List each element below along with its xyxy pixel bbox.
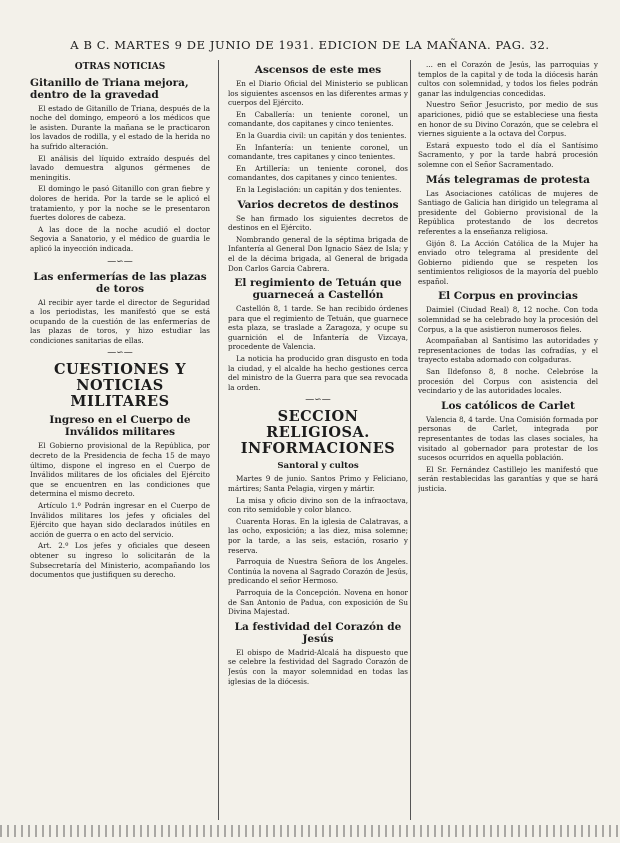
paragraph: Estará expuesto todo el día el Santísimo Sacramento, y por la tarde habrá procesión solemne con el Señor Sacramentado.: [418, 140, 598, 169]
separator: —∽—: [107, 348, 133, 359]
column-rule: [218, 60, 219, 820]
paragraph: Se han firmado los siguientes decretos de destinos en el Ejército.: [228, 213, 408, 233]
paragraph: Parroquia de la Concepción. Novena en honor de San Antonio de Padua, con exposición de Su Divina Majestad.: [228, 587, 408, 617]
paragraph: Parroquia de Nuestra Señora de los Angeles. Continúa la novena al Sagrado Corazón de Jesús, predicando el señor Hermoso.: [228, 557, 408, 586]
paragraph: En la Guardia civil: un capitán y dos tenientes.: [236, 130, 407, 140]
article-title: Gitanillo de Triana mejora, dentro de la gravedad: [30, 76, 189, 101]
paragraph: El Gobierno provisional de la República, por decreto de la Presidencia de fecha 15 de mayo último, dispone el ingreso en el Cuerpo de Inválidos militares de los oficiales del Ejército que se encuentren en las condiciones que determina el mismo decreto.: [30, 441, 210, 499]
paragraph: La noticia ha producido gran disgusto en toda la ciudad, y el alcalde ha hecho gestiones cerca del ministro de la Guerra para que sea revocada la orden.: [228, 354, 408, 392]
paragraph: Nuestro Señor Jesucristo, por medio de sus apariciones, pidió que se estableciese una fiesta en honor de su Divino Corazón, que se celebra el viernes siguiente a la octava del Corpus.: [418, 100, 598, 139]
paragraph: Art. 2.º Los jefes y oficiales que deseen obtener su ingreso lo solicitarán de la Subsecretaría del Ministerio, acompañando los documentos que justifiquen su derecho.: [30, 541, 210, 580]
column-rule: [410, 60, 411, 820]
paragraph: San Ildefonso 8, 8 noche. Celebróse la procesión del Corpus con asistencia del vecindario y de las autoridades locales.: [418, 367, 598, 396]
article-title: Los católicos de Carlet: [441, 399, 575, 412]
paragraph: En la Legislación: un capitán y dos tenientes.: [236, 184, 402, 194]
paragraph: Al recibir ayer tarde el director de Seguridad a los periodistas, les manifestó que se está ocupando de la cuestión de las enfermerías de las plazas de toros, y hizo estudiar las condiciones sanitarias de ellas.: [30, 297, 210, 345]
article-title: Ascensos de este mes: [254, 64, 382, 76]
article-title: Las enfermerías de las plazas de toros: [33, 270, 207, 295]
article-title: Santoral y cultos: [277, 461, 359, 472]
column-1: [30, 60, 210, 830]
article-title: Varios decretos de destinos: [237, 198, 399, 211]
column-2: [228, 60, 408, 830]
paragraph: En Infantería: un teniente coronel, un comandante, tres capitanes y cinco tenientes.: [228, 142, 408, 162]
paragraph: La misa y oficio divino son de la infraoctava, con rito semidoble y color blanco.: [228, 495, 408, 515]
paragraph: Castellón 8, 1 tarde. Se han recibido órdenes para que el regimiento de Tetuán, que guarnece esta plaza, se traslade a Zaragoza, y ocupe su guarnición el de Infantería de Vizcaya, procedente de Valencia.: [228, 304, 408, 352]
paragraph: Las Asociaciones católicas de mujeres de Santiago de Galicia han dirigido un telegrama al presidente del Gobierno provisional de la República protestando de los decretos referentes a la enseñanza religiosa.: [418, 188, 598, 236]
paragraph: El obispo de Madrid-Alcalá ha dispuesto que se celebre la festividad del Sagrado Corazón de Jesús con la mayor solemnidad en todas las iglesias de la diócesis.: [228, 647, 408, 686]
article-body: [30, 104, 210, 254]
paragraph: Valencia 8, 4 tarde. Una Comisión formada por personas de Carlet, integrada por representantes de todas las clases sociales, ha visitado al gobernador para protestar de los sucesos ocurridos en aquella población.: [418, 414, 598, 463]
page-header: A B C. MARTES 9 DE JUNIO DE 1931. EDICION DE LA MAÑANA. PAG. 32.: [70, 38, 550, 52]
paragraph: Nombrando general de la séptima brigada de Infantería al General Don Ignacio Sáez de Isla; y el de la décima brigada, al General de brigada Don Carlos Garcia Cabrera.: [228, 234, 408, 273]
paragraph: Cuarenta Horas. En la iglesia de Calatravas, a las ocho, exposición; a las diez, misa solemne; por la tarde, a las seis, estación, rosario y reserva.: [228, 516, 408, 555]
paragraph: En Artillería: un teniente coronel, dos comandantes, dos capitanes y cinco tenientes.: [228, 163, 408, 183]
paragraph: Gijón 8. La Acción Católica de la Mujer ha enviado otro telegrama al presidente del Gobierno pidiendo que se respeten los sentimientos religiosos de la mayoría del pueblo español.: [418, 238, 598, 286]
paragraph: En el Diario Oficial del Ministerio se publican los siguientes ascensos en las diferentes armas y cuerpos del Ejército.: [228, 79, 408, 108]
paragraph: En Caballería: un teniente coronel, un comandante, dos capitanes y cinco tenientes.: [228, 109, 408, 129]
paragraph: Martes 9 de junio. Santos Primo y Feliciano, mártires; Santa Pelagia, virgen y mártir.: [228, 474, 408, 494]
separator: —∽—: [305, 395, 331, 406]
article-title: Más telegramas de protesta: [425, 173, 590, 186]
page-bottom-edge: [0, 825, 620, 837]
paragraph: A las doce de la noche acudió el doctor Segovia a Sanatorio, y el médico de guardia le aplicó la inyección indicada.: [30, 224, 210, 253]
paragraph: Acompañaban al Santísimo las autoridades y representaciones de todas las cofradías, y el trayecto estaba adornado con colgaduras.: [418, 336, 598, 365]
paragraph: Artículo 1.º Podrán ingresar en el Cuerpo de Inválidos militares los jefes y oficiales del Ejército que hayan sido declarados inútiles en acción de guerra o en acto del servicio.: [30, 501, 210, 539]
article-title: Ingreso en el Cuerpo de Inválidos militares: [49, 414, 191, 439]
section-headline: SECCION RELIGIOSA. INFORMACIONES: [240, 408, 396, 458]
paragraph: El domingo le pasó Gitanillo con gran fiebre y dolores de herida. Por la tarde se le aplicó el tratamiento, y por la noche se le presentaron fuertes dolores de cabeza.: [30, 184, 210, 223]
column-3: [418, 60, 598, 830]
article-title: El regimiento de Tetuán que guarneceá a Castellón: [234, 277, 402, 302]
section-headline: CUESTIONES Y NOTICIAS MILITARES: [53, 361, 187, 411]
article-title: La festividad del Corazón de Jesús: [234, 620, 402, 645]
paragraph: El Sr. Fernández Castillejo les manifestó que serán restablecidas las garantías y que se hará justicia.: [418, 464, 598, 493]
paragraph: El estado de Gitanillo de Triana, después de la noche del domingo, empeoró a los médicos que le asisten. Durante la mañana se le practicaron los lavados de rodilla, y el estado de la herida no ha sufrido alteración.: [30, 103, 210, 151]
section-title: OTRAS NOTICIAS: [74, 62, 166, 72]
paragraph: Daimiel (Ciudad Real) 8, 12 noche. Con toda solemnidad se ha celebrado hoy la procesión del Corpus, a la que asistieron numerosos fieles.: [418, 305, 598, 334]
paragraph: ... en el Corazón de Jesús, las parroquias y templos de la capital y de toda la diócesis harán cultos con solemnidad, y todos los fieles podrán ganar las indulgencias concedidas.: [418, 60, 598, 98]
separator: —∽—: [107, 256, 133, 267]
article-title: El Corpus en provincias: [438, 290, 578, 303]
paragraph: El análisis del líquido extraído después del lavado demuestra algunos gérmenes de meningitis.: [30, 153, 210, 182]
